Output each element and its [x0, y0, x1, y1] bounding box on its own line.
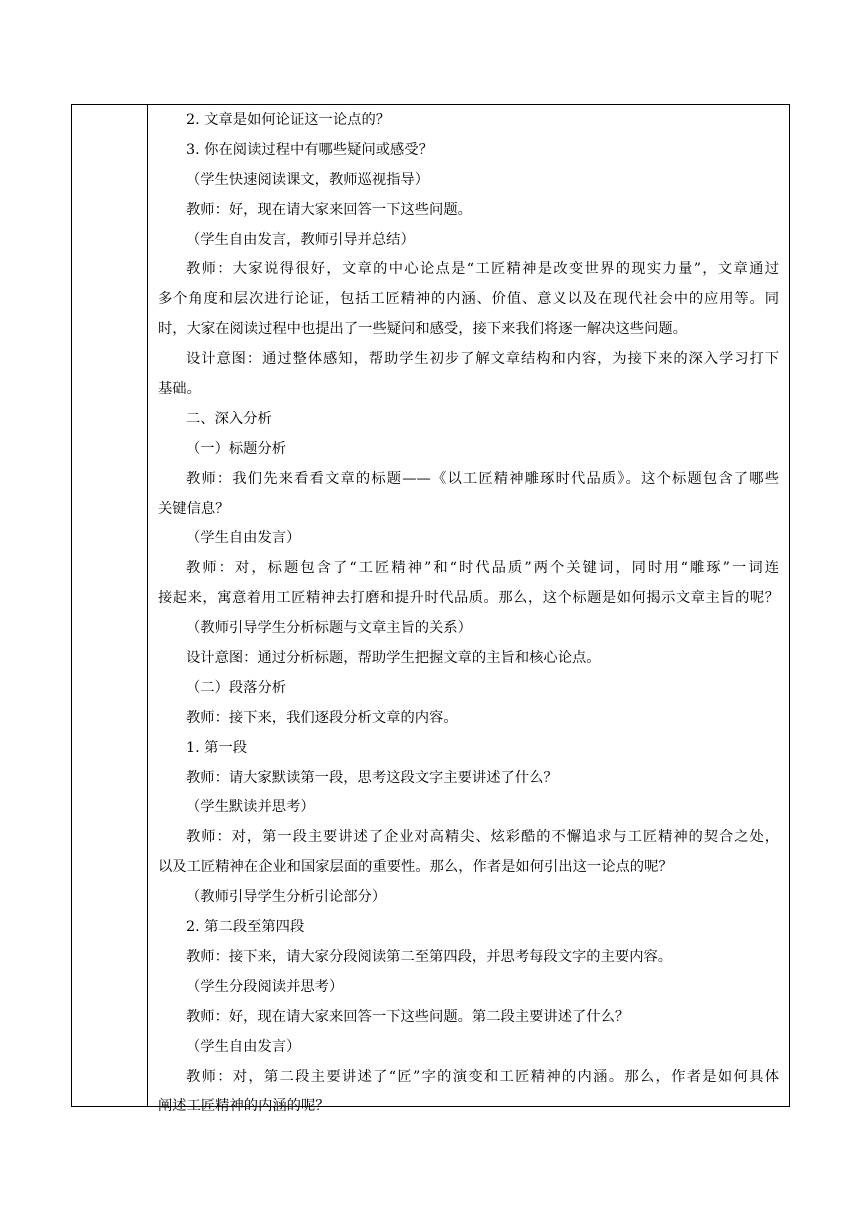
paragraph-line: 多个角度和层次进行论证，包括工匠精神的内涵、价值、意义以及在现代社会中的应用等。同 [158, 291, 779, 308]
content-lines [158, 106, 779, 1122]
paragraph-line: 教师：好，现在请大家来回答一下这些问题。第二段主要讲述了什么？ [186, 1008, 630, 1025]
paragraph-line: 基础。 [158, 381, 201, 398]
paragraph-line: 教师：对，标题包含了“工匠精神”和“时代品质”两个关键词，同时用“雕琢”一词连 [186, 560, 779, 577]
paragraph-line: （一）标题分析 [186, 440, 287, 457]
paragraph-line: 关键信息？ [158, 500, 230, 517]
paragraph-line: （学生快速阅读课文，教师巡视指导） [186, 171, 430, 188]
paragraph-line: 2. 第二段至第四段 [186, 919, 305, 936]
table-content-cell [148, 105, 789, 1115]
paragraph-line: （学生自由发言） [186, 530, 301, 547]
paragraph-line: 教师：接下来，我们逐段分析文章的内容。 [186, 709, 458, 726]
paragraph-line: 教师：我们先来看看文章的标题——《以工匠精神雕琢时代品质》。这个标题包含了哪些 [186, 470, 779, 487]
paragraph-line: 教师：对，第二段主要讲述了“匠”字的演变和工匠精神的内涵。那么，作者是如何具体 [186, 1068, 779, 1085]
paragraph-line: 设计意图：通过整体感知，帮助学生初步了解文章结构和内容，为接下来的深入学习打下 [186, 351, 779, 368]
paragraph-line: （学生自由发言） [186, 1038, 301, 1055]
paragraph-line: （教师引导学生分析标题与文章主旨的关系） [186, 620, 472, 637]
paragraph-line: 时，大家在阅读过程中也提出了一些疑问和感受，接下来我们将逐一解决这些问题。 [158, 321, 687, 338]
paragraph-line: 阐述工匠精神的内涵的呢？ [158, 1098, 330, 1115]
paragraph-line: 教师：对，第一段主要讲述了企业对高精尖、炫彩酷的不懈追求与工匠精神的契合之处， [186, 829, 779, 846]
paragraph-line: 3. 你在阅读过程中有哪些疑问或感受？ [186, 141, 433, 158]
paragraph-line: （学生默读并思考） [186, 799, 315, 816]
paragraph-line: 教师：大家说得很好，文章的中心论点是“工匠精神是改变世界的现实力量”，文章通过 [186, 261, 779, 278]
table-left-column [72, 105, 148, 1106]
paragraph-line: 以及工匠精神在企业和国家层面的重要性。那么，作者是如何引出这一论点的呢？ [158, 859, 673, 876]
paragraph-line: 教师：好，现在请大家来回答一下这些问题。 [186, 201, 472, 218]
paragraph-line: （教师引导学生分析引论部分） [186, 889, 387, 906]
paragraph-line: 教师：请大家默读第一段，思考这段文字主要讲述了什么？ [186, 769, 558, 786]
paragraph-line: （学生自由发言，教师引导并总结） [186, 231, 415, 248]
paragraph-line: 1. 第一段 [186, 739, 248, 756]
paragraph-line: （学生分段阅读并思考） [186, 978, 344, 995]
paragraph-line: 接起来，寓意着用工匠精神去打磨和提升时代品质。那么，这个标题是如何揭示文章主旨的呢？ [158, 590, 779, 607]
paragraph-line: 二、深入分析 [186, 410, 272, 427]
paragraph-line: 2. 文章是如何论证这一论点的？ [186, 112, 391, 128]
paragraph-line: 教师：接下来，请大家分段阅读第二至第四段，并思考每段文字的主要内容。 [186, 948, 673, 965]
paragraph-line: 设计意图：通过分析标题，帮助学生把握文章的主旨和核心论点。 [186, 650, 601, 667]
paragraph-line: （二）段落分析 [186, 679, 287, 696]
lesson-table [71, 104, 790, 1115]
